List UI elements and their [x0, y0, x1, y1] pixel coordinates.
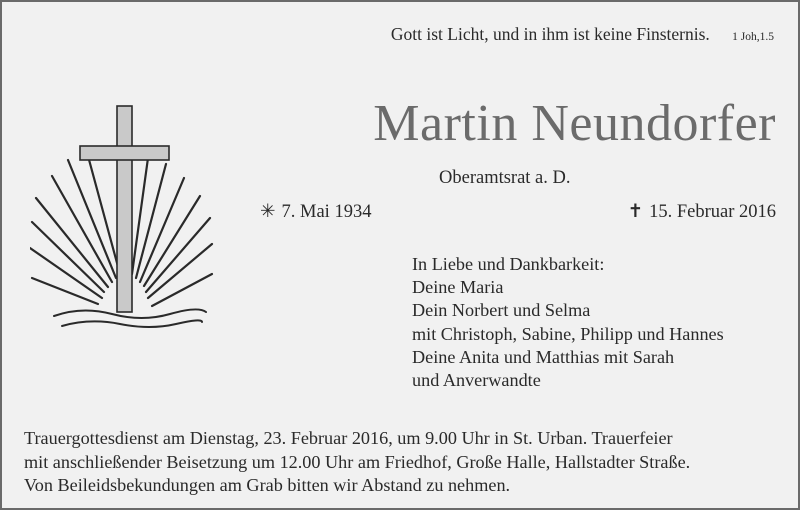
verse-reference: 1 Joh,1.5: [732, 31, 774, 43]
service-line: Trauergottesdienst am Dienstag, 23. Februar 2016, um 9.00 Uhr in St. Urban. Trauerfeier: [24, 428, 673, 448]
list-item: Dein Norbert und Selma: [412, 300, 591, 321]
deceased-name: Martin Neundorfer: [373, 95, 776, 152]
cross-icon: ✝: [627, 202, 644, 222]
death-date-text: 15. Februar 2016: [649, 202, 776, 222]
list-item: In Liebe und Dankbarkeit:: [412, 254, 605, 274]
bible-verse: [391, 24, 774, 45]
deceased-title: Oberamtsrat a. D.: [439, 168, 571, 188]
service-line: mit anschließender Beisetzung um 12.00 Uhr am Friedhof, Große Halle, Hallstadter Straße.: [24, 451, 691, 472]
list-item: mit Christoph, Sabine, Philipp und Hannes: [412, 323, 724, 344]
list-item: und Anverwandte: [412, 370, 541, 391]
asterisk-icon: ✳: [260, 202, 276, 222]
list-item: Deine Maria: [412, 277, 504, 298]
service-info: [24, 427, 690, 498]
birth-date-text: 7. Mai 1934: [281, 202, 372, 222]
mourners-list: [412, 253, 724, 392]
cross-with-rays-icon: [30, 102, 220, 334]
list-item: Deine Anita und Matthias mit Sarah: [412, 346, 675, 367]
verse-text: Gott ist Licht, und in ihm ist keine Finsternis.: [390, 24, 710, 44]
service-line: Von Beileidsbekundungen am Grab bitten wir Abstand zu nehmen.: [24, 475, 511, 495]
death-date: [628, 201, 776, 223]
birth-date: [260, 201, 371, 223]
